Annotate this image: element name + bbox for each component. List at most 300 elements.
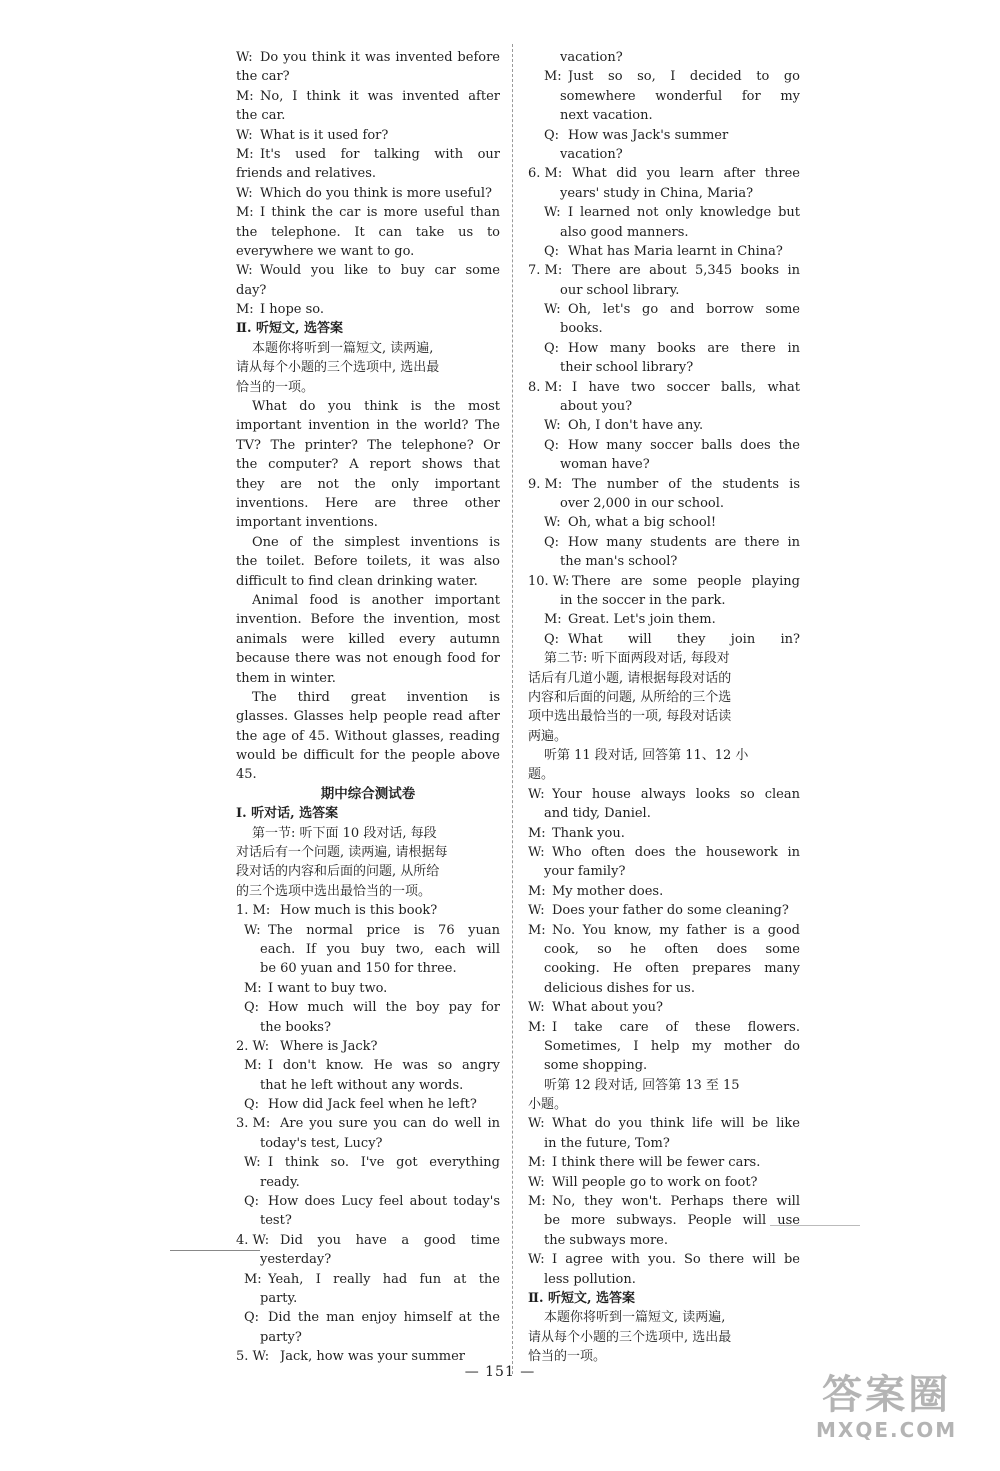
speaker-label: 8. M:: [528, 379, 563, 395]
speaker-label: Q:: [244, 1194, 260, 1210]
line-text: that he left without any words.: [260, 1077, 464, 1093]
text-line: [236, 261, 500, 280]
text-line: [528, 145, 800, 164]
line-text: friends and relatives.: [236, 166, 376, 182]
speaker-label: W:: [236, 263, 253, 279]
line-text: No. You know, my father is a good: [552, 922, 800, 938]
speaker-label: M:: [528, 1155, 546, 1171]
text-line: [528, 126, 800, 145]
speaker-label: Q:: [544, 127, 560, 143]
speaker-label: M:: [528, 883, 546, 899]
speaker-label: W:: [528, 1174, 545, 1190]
text-line: [528, 48, 800, 67]
text-line: [528, 591, 800, 610]
text-line: [528, 455, 800, 474]
line-text: I hope so.: [260, 302, 325, 318]
speaker-label: M:: [244, 980, 262, 996]
line-text: Would you like to buy car some: [260, 263, 500, 279]
text-line: [528, 358, 800, 377]
speaker-label: W:: [544, 515, 561, 531]
text-line: [528, 882, 800, 901]
speaker-label: W:: [236, 50, 253, 65]
text-line: [236, 610, 500, 629]
line-text: them in winter.: [236, 670, 336, 686]
speaker-label: W:: [544, 205, 561, 221]
line-text: would be difficult for the people above: [236, 748, 500, 764]
line-text: I agree with you. So there will be: [552, 1252, 800, 1268]
text-line: [236, 591, 500, 610]
line-text: test?: [260, 1213, 292, 1229]
speaker-label: W:: [244, 1155, 261, 1171]
line-text: 请从每个小题的三个选项中, 选出最: [236, 360, 440, 376]
line-text: How does Lucy feel about today's: [268, 1194, 500, 1210]
text-line: [236, 203, 500, 222]
text-line: [236, 87, 500, 106]
line-text: 话后有几道小题, 请根据每段对话的: [528, 670, 732, 686]
speaker-label: M:: [244, 1058, 262, 1074]
line-text: 对话后有一个问题, 读两遍, 请根据每: [236, 845, 448, 861]
speaker-label: M:: [528, 922, 546, 938]
text-line: [236, 1328, 500, 1347]
speaker-label: W:: [236, 185, 253, 201]
left-column: [236, 48, 500, 1367]
text-line: [528, 1153, 800, 1172]
speaker-label: W:: [544, 302, 561, 318]
text-line: [236, 979, 500, 998]
line-text: Oh, I don't have any.: [568, 418, 704, 434]
speaker-label: M:: [544, 69, 562, 85]
text-line: [528, 940, 800, 959]
text-line: [236, 882, 500, 901]
speaker-label: M:: [236, 205, 254, 221]
text-line: [236, 921, 500, 940]
line-text: cooking. He often prepares many: [544, 961, 800, 977]
speaker-label: W:: [528, 1252, 545, 1268]
text-line: [528, 1056, 800, 1075]
speaker-label: 3. M:: [236, 1116, 271, 1132]
line-text: What do you think life will be like: [552, 1116, 800, 1132]
line-text: about you?: [560, 399, 633, 415]
text-line: [528, 824, 800, 843]
line-text: What is it used for?: [260, 127, 389, 143]
line-text: cook, so he often does some: [544, 941, 800, 957]
line-text: the books?: [260, 1019, 331, 1035]
line-text: over 2,000 in our school.: [560, 495, 725, 511]
text-line: [236, 339, 500, 358]
line-text: your family?: [544, 864, 626, 880]
line-text: I don't know. He was so angry: [268, 1058, 500, 1074]
text-line: [528, 1250, 800, 1269]
text-line: [236, 106, 500, 125]
line-text: be more subways. People will use: [544, 1213, 800, 1229]
line-text: 第一节: 听下面 10 段对话, 每段: [252, 825, 437, 841]
line-text: yesterday?: [260, 1252, 332, 1268]
text-line: [528, 610, 800, 629]
line-text: The number of the students is: [572, 476, 800, 492]
scan-mark-line: [170, 1250, 260, 1251]
text-line: [236, 901, 500, 920]
text-line: [528, 862, 800, 881]
line-text: What has Maria learnt in China?: [568, 243, 783, 259]
text-line: [528, 533, 800, 552]
speaker-label: 4. W:: [236, 1232, 270, 1248]
speaker-label: Q:: [544, 243, 560, 259]
line-text: today's test, Lucy?: [260, 1135, 383, 1151]
text-line: [236, 397, 500, 416]
speaker-label: 6. M:: [528, 166, 563, 182]
scan-mark-line: [770, 1225, 860, 1226]
line-text: Great. Let's join them.: [568, 612, 716, 628]
text-line: [528, 475, 800, 494]
line-text: 本题你将听到一篇短文, 读两遍,: [252, 340, 434, 356]
page-number: — 151 —: [464, 1364, 536, 1380]
speaker-label: 9. M:: [528, 476, 563, 492]
line-text: 本题你将听到一篇短文, 读两遍,: [544, 1310, 726, 1326]
line-text: some shopping.: [544, 1058, 648, 1074]
text-line: [236, 824, 500, 843]
text-line: [528, 1173, 800, 1192]
text-line: [528, 281, 800, 300]
line-text: No, they won't. Perhaps there will: [552, 1194, 800, 1210]
line-text: No, I think it was invented after: [260, 88, 500, 104]
speaker-label: W:: [236, 127, 253, 143]
text-line: [528, 203, 800, 222]
line-text: Thank you.: [552, 825, 625, 841]
line-text: What will they join in?: [568, 631, 800, 647]
line-text: Jack, how was your summer: [280, 1349, 466, 1365]
text-line: [528, 979, 800, 998]
line-text: There are about 5,345 books in: [572, 263, 800, 279]
line-text: inventions. Here are three other: [236, 495, 500, 511]
text-line: [236, 358, 500, 377]
line-text: somewhere wonderful for my: [560, 88, 800, 104]
line-text: Are you sure you can do well in: [280, 1116, 500, 1132]
line-text: animals were killed every autumn: [236, 631, 500, 647]
line-text: 45.: [236, 767, 257, 783]
text-line: [236, 1211, 500, 1230]
line-text: 恰当的一项。: [528, 1349, 607, 1365]
text-line: [528, 572, 800, 591]
speaker-label: M:: [528, 1194, 546, 1210]
line-text: I take care of these flowers.: [552, 1019, 800, 1035]
line-text: Does your father do some cleaning?: [552, 903, 789, 919]
line-text: 听第 12 段对话, 回答第 13 至 15: [544, 1077, 740, 1093]
text-line: [236, 1056, 500, 1075]
line-text: the man's school?: [560, 554, 678, 570]
text-line: [528, 339, 800, 358]
line-text: I think there will be fewer cars.: [552, 1155, 761, 1171]
line-text: party.: [260, 1291, 298, 1306]
line-text: day?: [236, 282, 267, 298]
line-text: How much is this book?: [280, 903, 438, 919]
text-line: [236, 378, 500, 397]
line-text: 小题。: [528, 1097, 568, 1113]
text-line: [236, 669, 500, 688]
text-line: [236, 319, 500, 338]
text-line: [236, 1289, 500, 1308]
text-line: [236, 455, 500, 474]
text-line: [528, 552, 800, 571]
text-line: [528, 1076, 800, 1095]
line-text: I want to buy two.: [268, 980, 388, 996]
speaker-label: M:: [236, 302, 254, 318]
line-text: less pollution.: [544, 1271, 636, 1287]
text-line: [236, 475, 500, 494]
line-text: Animal food is another important: [252, 592, 500, 608]
text-line: [528, 1308, 800, 1327]
line-text: important invention in the world? The: [236, 418, 500, 434]
text-line: [236, 1076, 500, 1095]
text-line: [528, 416, 800, 435]
line-text: Which do you think is more useful?: [260, 185, 492, 201]
text-line: [236, 533, 500, 552]
line-text: they are not the only important: [236, 476, 500, 492]
speaker-label: W:: [528, 1000, 545, 1016]
text-line: [236, 785, 500, 804]
text-line: [528, 87, 800, 106]
text-line: [528, 1289, 800, 1308]
text-line: [528, 300, 800, 319]
text-line: [236, 436, 500, 455]
line-text: the age of 45. Without glasses, reading: [236, 728, 500, 744]
speaker-label: Q:: [544, 631, 560, 647]
speaker-label: W:: [544, 418, 561, 434]
text-line: [236, 416, 500, 435]
text-line: [528, 1114, 800, 1133]
line-text: ready.: [260, 1174, 300, 1190]
text-line: [528, 1231, 800, 1250]
text-line: [528, 843, 800, 862]
line-text: My mother does.: [552, 883, 664, 899]
line-text: Ⅰ. 听对话, 选答案: [236, 806, 339, 822]
line-text: The third great invention is: [252, 689, 500, 705]
line-text: Did the man enjoy himself at the: [268, 1310, 500, 1326]
line-text: the car?: [236, 69, 290, 85]
text-line: [236, 649, 500, 668]
speaker-label: 10. W:: [528, 573, 570, 589]
text-line: [236, 300, 500, 319]
line-text: Will people go to work on foot?: [552, 1174, 758, 1190]
line-text: woman have?: [560, 457, 650, 473]
line-text: What about you?: [552, 1000, 663, 1016]
line-text: How many students are there in: [568, 534, 800, 550]
line-text: 请从每个小题的三个选项中, 选出最: [528, 1329, 732, 1345]
line-text: 两遍。: [528, 728, 568, 744]
text-line: [236, 1270, 500, 1289]
speaker-label: W:: [528, 903, 545, 919]
line-text: 第二节: 听下面两段对话, 每段对: [544, 651, 730, 667]
line-text: in the future, Tom?: [544, 1135, 670, 1151]
right-column: [528, 48, 800, 1367]
line-text: Ⅱ. 听短文, 选答案: [528, 1291, 636, 1306]
text-line: [236, 126, 500, 145]
speaker-label: W:: [528, 845, 545, 861]
speaker-label: M:: [528, 1019, 546, 1035]
line-text: the computer? A report shows that: [236, 457, 500, 473]
text-line: [236, 1037, 500, 1056]
text-line: [236, 67, 500, 86]
text-line: [236, 1095, 500, 1114]
line-text: What do you think is the most: [252, 399, 500, 415]
line-text: invention. Before the invention, most: [236, 612, 500, 628]
line-text: How many books are there in: [568, 340, 800, 356]
line-text: Sometimes, I help my mother do: [544, 1038, 800, 1054]
speaker-label: M:: [236, 146, 254, 162]
text-line: [236, 281, 500, 300]
line-text: I learned not only knowledge but: [568, 205, 800, 221]
text-line: [528, 707, 800, 726]
line-text: vacation?: [560, 50, 623, 65]
text-line: [528, 727, 800, 746]
line-text: their school library?: [560, 360, 694, 376]
text-line: [236, 1173, 500, 1192]
text-line: [528, 901, 800, 920]
text-line: [528, 1018, 800, 1037]
text-line: [528, 921, 800, 940]
text-line: [236, 1134, 500, 1153]
speaker-label: M:: [528, 825, 546, 841]
speaker-label: W:: [528, 786, 545, 802]
line-text: How much will the boy pay for: [268, 1000, 500, 1016]
text-line: [528, 804, 800, 823]
speaker-label: 1. M:: [236, 903, 271, 919]
text-line: [528, 184, 800, 203]
line-text: books.: [560, 321, 603, 337]
line-text: important inventions.: [236, 515, 378, 531]
speaker-label: 7. M:: [528, 263, 563, 279]
text-line: [236, 765, 500, 784]
text-line: [236, 1192, 500, 1211]
text-line: [528, 436, 800, 455]
text-line: [236, 1308, 500, 1327]
line-text: 题。: [528, 767, 555, 783]
text-line: [528, 998, 800, 1017]
line-text: be 60 yuan and 150 for three.: [260, 961, 457, 977]
text-line: [236, 746, 500, 765]
line-text: vacation?: [560, 146, 623, 162]
text-line: [528, 746, 800, 765]
line-text: What did you learn after three: [572, 166, 800, 182]
text-line: [528, 513, 800, 532]
line-text: There are some people playing: [572, 573, 800, 589]
line-text: years' study in China, Maria?: [560, 185, 754, 201]
text-line: [528, 959, 800, 978]
text-line: [528, 1211, 800, 1230]
text-line: [528, 630, 800, 649]
text-line: [528, 669, 800, 688]
text-line: [236, 862, 500, 881]
text-line: [528, 1192, 800, 1211]
text-line: [236, 48, 500, 67]
text-line: [528, 319, 800, 338]
speaker-label: Q:: [544, 340, 560, 356]
text-line: [528, 785, 800, 804]
line-text: 内容和后面的问题, 从所给的三个选: [528, 689, 732, 705]
text-line: [528, 1095, 800, 1114]
text-line: [528, 397, 800, 416]
speaker-label: Q:: [244, 1000, 260, 1016]
text-line: [528, 688, 800, 707]
speaker-label: W:: [528, 1116, 545, 1132]
line-text: the telephone. It can take us to: [236, 224, 500, 240]
text-line: [528, 649, 800, 668]
text-line: [236, 164, 500, 183]
line-text: in the soccer in the park.: [560, 592, 726, 608]
text-line: [236, 1250, 500, 1269]
line-text: TV? The printer? The telephone? Or: [236, 437, 500, 453]
text-line: [236, 843, 500, 862]
line-text: How many soccer balls does the: [568, 437, 800, 453]
text-line: [236, 688, 500, 707]
line-text: 恰当的一项。: [236, 379, 315, 395]
line-text: How was Jack's summer: [568, 127, 729, 143]
line-text: our school library.: [560, 282, 680, 298]
line-text: also good manners.: [560, 224, 689, 240]
text-line: [236, 630, 500, 649]
site-watermark: [816, 1372, 957, 1442]
line-text: the subways more.: [544, 1232, 669, 1248]
line-text: Oh, let's go and borrow some: [568, 302, 800, 318]
line-text: everywhere we want to go.: [236, 243, 415, 259]
speaker-label: Q:: [544, 534, 560, 550]
line-text: the car.: [236, 108, 286, 124]
line-text: 的三个选项中选出最恰当的一项。: [236, 883, 432, 899]
line-text: I think the car is more useful than: [260, 205, 500, 221]
text-line: [528, 223, 800, 242]
speaker-label: 5. W:: [236, 1349, 270, 1365]
line-text: 段对话的内容和后面的问题, 从所给: [236, 864, 440, 880]
line-text: Who often does the housework in: [552, 845, 800, 861]
speaker-label: Q:: [244, 1310, 260, 1326]
text-line: [236, 513, 500, 532]
text-line: [236, 804, 500, 823]
text-line: [528, 765, 800, 784]
text-line: [528, 1270, 800, 1289]
line-text: I have two soccer balls, what: [572, 379, 800, 395]
line-text: because there was not enough food for: [236, 651, 500, 667]
line-text: Did you have a good time: [280, 1232, 500, 1248]
speaker-label: Q:: [244, 1097, 260, 1113]
line-text: each. If you buy two, each will: [260, 941, 500, 957]
text-line: [236, 145, 500, 164]
line-text: Where is Jack?: [280, 1038, 378, 1054]
text-line: [236, 998, 500, 1017]
line-text: Do you think it was invented before: [260, 50, 500, 65]
line-text: next vacation.: [560, 108, 653, 124]
line-text: glasses. Glasses help people read after: [236, 709, 500, 725]
text-line: [236, 494, 500, 513]
text-line: [236, 242, 500, 261]
line-text: Oh, what a big school!: [568, 515, 717, 531]
line-text: How did Jack feel when he left?: [268, 1097, 477, 1113]
text-line: [528, 1328, 800, 1347]
text-line: [236, 707, 500, 726]
column-divider: [512, 44, 513, 1374]
line-text: and tidy, Daniel.: [544, 806, 651, 822]
line-text: Your house always looks so clean: [552, 786, 800, 802]
text-line: [528, 164, 800, 183]
text-line: [236, 1114, 500, 1133]
text-line: [236, 223, 500, 242]
text-line: [528, 1134, 800, 1153]
text-line: [236, 184, 500, 203]
line-text: 期中综合测试卷: [320, 785, 416, 802]
text-line: [236, 959, 500, 978]
text-line: [528, 261, 800, 280]
text-line: [528, 1347, 800, 1366]
line-text: difficult to find clean drinking water.: [236, 573, 478, 589]
text-line: [236, 552, 500, 571]
